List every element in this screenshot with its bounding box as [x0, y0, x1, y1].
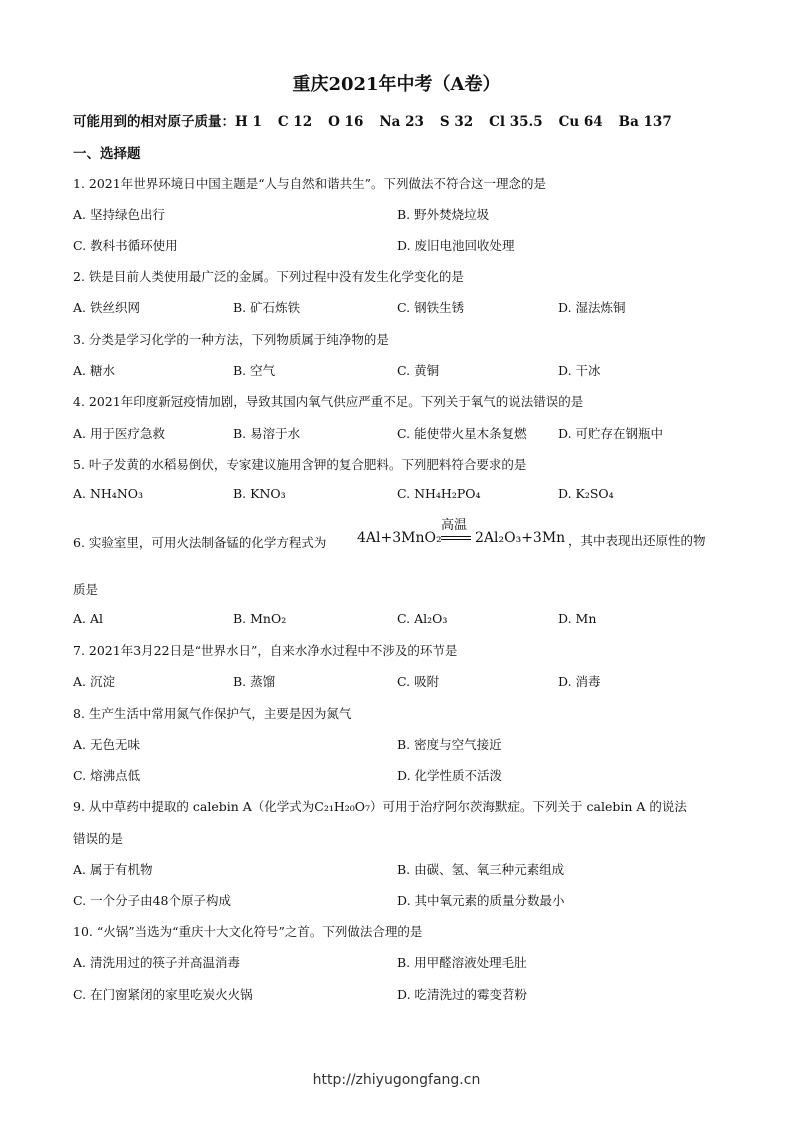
mass-item: Cu 64: [558, 114, 603, 130]
question-stem: 4. 2021年印度新冠疫情加剧，导致其国内氧气供应严重不足。下列关于氧气的说法错误的是: [73, 394, 584, 409]
option-d: D. Mn: [558, 611, 597, 626]
option-d: D. 废旧电池回收处理: [397, 238, 515, 253]
option-d: D. 吃清洗过的霉变苕粉: [397, 987, 528, 1002]
option-c: C. 在门窗紧闭的家里吃炭火火锅: [73, 987, 253, 1002]
question-stem-continued: 质是: [73, 582, 99, 597]
equation-equals-line: [441, 539, 471, 540]
mass-item: S 32: [439, 114, 474, 130]
equation-products: 2Al₂O₃+3Mn: [475, 530, 566, 546]
option-b: B. KNO₃: [233, 486, 286, 501]
option-b: B. MnO₂: [233, 611, 287, 626]
option-b: B. 由碳、氢、氧三种元素组成: [397, 862, 565, 877]
question-stem: 3. 分类是学习化学的一种方法，下列物质属于纯净物的是: [73, 332, 389, 347]
mass-item: Cl 35.5: [489, 114, 543, 130]
mass-item: O 16: [328, 114, 364, 130]
option-b: B. 用甲醛溶液处理毛肚: [397, 955, 527, 970]
option-b: B. 空气: [233, 363, 276, 378]
mass-item: Ba 137: [618, 114, 672, 130]
question-stem: 9. 从中草药中提取的 calebin A（化学式为C₂₁H₂₀O₇）可用于治疗阿尔茨海默症。下列关于 calebin A 的说法: [73, 799, 687, 814]
atomic-masses: [73, 110, 688, 130]
option-c: C. NH₄H₂PO₄: [397, 486, 481, 501]
option-b: B. 密度与空气接近: [397, 737, 502, 752]
option-a: A. 属于有机物: [73, 862, 153, 877]
question-stem: 8. 生产生活中常用氮气作保护气，主要是因为氮气: [73, 706, 352, 721]
atomic-masses-label: 可能用到的相对原子质量：: [73, 114, 235, 130]
equation-equals-line: [441, 536, 471, 537]
option-d: D. K₂SO₄: [558, 486, 614, 501]
option-c: C. 一个分子由48个原子构成: [73, 893, 231, 908]
option-d: D. 湿法炼铜: [558, 300, 626, 315]
option-d: D. 干冰: [558, 363, 601, 378]
option-a: A. 清洗用过的筷子并高温消毒: [73, 955, 240, 970]
question-stem: 10. “火锅”当选为“重庆十大文化符号”之首。下列做法合理的是: [73, 924, 423, 939]
option-b: B. 野外焚烧垃圾: [397, 207, 490, 222]
option-c: C. Al₂O₃: [397, 611, 448, 626]
option-d: D. 可贮存在钢瓶中: [558, 426, 664, 441]
option-a: A. 用于医疗急救: [73, 426, 165, 441]
mass-item: H 1: [235, 114, 262, 130]
mass-item: C 12: [277, 114, 313, 130]
option-d: D. 其中氧元素的质量分数最小: [397, 893, 565, 908]
question-stem: 5. 叶子发黄的水稻易倒伏，专家建议施用含钾的复合肥料。下列肥料符合要求的是: [73, 457, 527, 472]
option-a: A. 糖水: [73, 363, 115, 378]
option-c: C. 钢铁生锈: [397, 300, 465, 315]
option-b: B. 蒸馏: [233, 674, 276, 689]
option-b: B. 易溶于水: [233, 426, 301, 441]
option-c: C. 吸附: [397, 674, 440, 689]
option-d: D. 化学性质不活泼: [397, 768, 503, 783]
option-a: A. 铁丝织网: [73, 300, 140, 315]
question-stem: 6. 实验室里，可用火法制备锰的化学方程式为: [73, 535, 327, 550]
option-c: C. 能使带火星木条复燃: [397, 426, 527, 441]
option-c: C. 黄铜: [397, 363, 440, 378]
option-d: D. 消毒: [558, 674, 601, 689]
mass-item: Na 23: [379, 114, 424, 130]
option-a: A. Al: [73, 611, 103, 626]
question-stem: 2. 铁是目前人类使用最广泛的金属。下列过程中没有发生化学变化的是: [73, 269, 464, 284]
option-c: C. 教科书循环使用: [73, 238, 178, 253]
page-title: 重庆2021年中考（A卷）: [292, 74, 501, 95]
question-stem: 7. 2021年3月22日是“世界水日”，自来水净水过程中不涉及的环节是: [73, 643, 458, 658]
option-a: A. 无色无味: [73, 737, 140, 752]
question-stem: 1. 2021年世界环境日中国主题是“人与自然和谐共生”。下列做法不符合这一理念的是: [73, 176, 546, 191]
option-a: A. 沉淀: [73, 674, 115, 689]
question-stem-tail: ，其中表现出还原性的物: [568, 533, 706, 548]
equation-condition: 高温: [441, 518, 468, 533]
option-c: C. 熔沸点低: [73, 768, 141, 783]
question-stem-continued: 错误的是: [73, 831, 124, 846]
footer-url[interactable]: http://zhiyugongfang.cn: [312, 1072, 481, 1088]
option-b: B. 矿石炼铁: [233, 300, 301, 315]
option-a: A. 坚持绿色出行: [73, 207, 165, 222]
section-heading: 一、选择题: [73, 146, 141, 162]
option-a: A. NH₄NO₃: [73, 486, 144, 501]
equation-reactants: 4Al+3MnO₂: [357, 530, 442, 546]
